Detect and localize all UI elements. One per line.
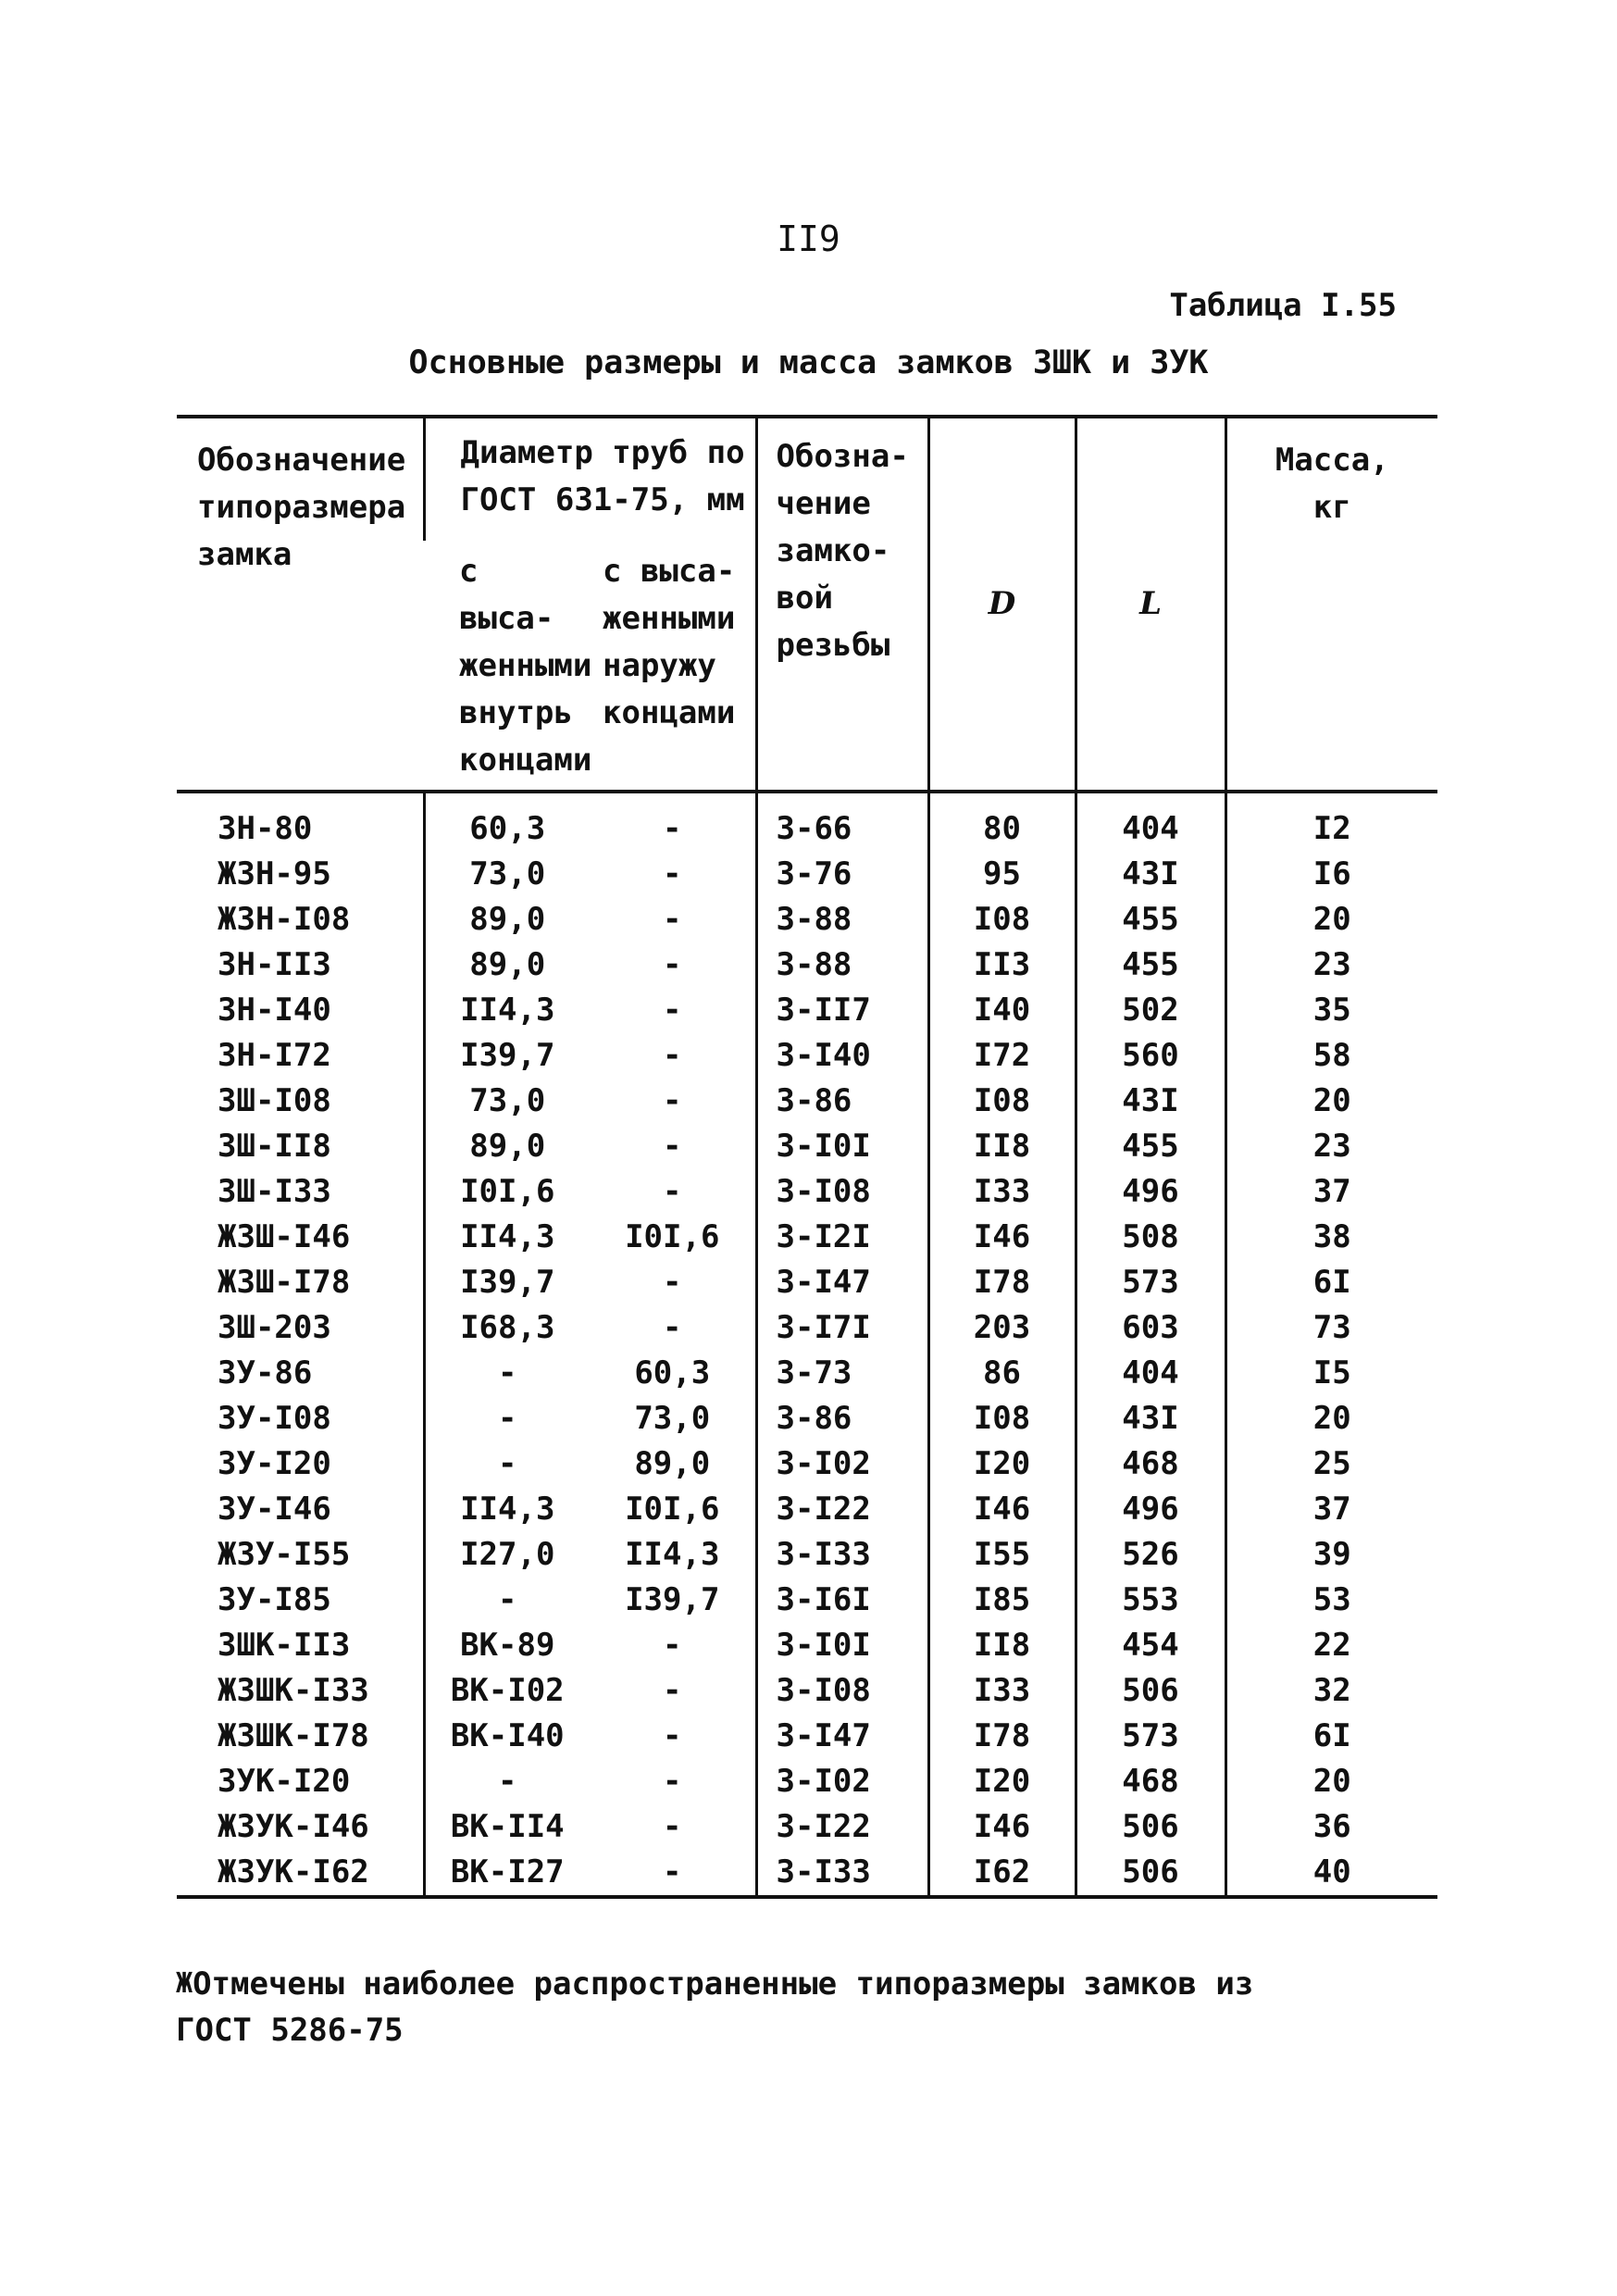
cell-mass: I6 <box>1225 852 1437 897</box>
cell-diameter-inner: - <box>424 1396 590 1441</box>
cell-d: I85 <box>928 1578 1076 1623</box>
cell-d: I78 <box>928 1714 1076 1759</box>
cell-diameter-outer: - <box>663 901 682 938</box>
cell-thread: З-I33 <box>756 1532 928 1578</box>
cell-d: I20 <box>928 1759 1076 1804</box>
table-caption: Основные размеры и масса замков ЗШК и ЗУК <box>408 344 1209 381</box>
cell-designation: ЗН-I40 <box>218 992 331 1029</box>
header-inner-line: внутрь <box>459 694 573 731</box>
table-row <box>177 1033 1437 1079</box>
cell-mass: 25 <box>1225 1441 1437 1487</box>
cell-l: 508 <box>1076 1215 1225 1260</box>
cell-designation: ЗУ-I46 <box>218 1491 331 1528</box>
table-row <box>177 1351 1437 1396</box>
cell-diameter-inner: I68,3 <box>424 1305 590 1351</box>
header-inner <box>424 541 590 792</box>
cell-l: 43I <box>1076 1396 1225 1441</box>
header-thread-line: вой <box>776 580 833 617</box>
cell-diameter-inner: - <box>424 1441 590 1487</box>
cell-thread: З-76 <box>756 852 928 897</box>
cell-designation: ЗН-80 <box>218 810 313 847</box>
cell-l: 603 <box>1076 1305 1225 1351</box>
cell-l: 506 <box>1076 1804 1225 1850</box>
cell-thread: З-I2I <box>756 1215 928 1260</box>
cell-d: I46 <box>928 1804 1076 1850</box>
cell-designation: ЗН-II3 <box>218 946 331 983</box>
cell-designation: ЗШК-II3 <box>218 1627 351 1664</box>
cell-diameter-inner: II4,3 <box>424 1215 590 1260</box>
cell-l: 454 <box>1076 1623 1225 1668</box>
cell-mass: 20 <box>1225 1396 1437 1441</box>
cell-thread: З-I22 <box>756 1804 928 1850</box>
cell-d: 80 <box>928 792 1076 852</box>
table-row <box>177 1850 1437 1897</box>
cell-diameter-inner: II4,3 <box>424 988 590 1033</box>
cell-d: I40 <box>928 988 1076 1033</box>
cell-diameter-inner: I39,7 <box>424 1260 590 1305</box>
cell-l: 455 <box>1076 897 1225 942</box>
footnote <box>176 1961 1253 2053</box>
cell-diameter-outer: II4,3 <box>625 1536 720 1573</box>
cell-diameter-inner: - <box>424 1578 590 1623</box>
header-mass-line: Масса, <box>1275 442 1389 479</box>
header-outer-line: женными <box>603 600 736 637</box>
cell-diameter-inner: ВК-I27 <box>424 1850 590 1897</box>
cell-mass: 53 <box>1225 1578 1437 1623</box>
header-outer-line: наружу <box>603 647 716 684</box>
cell-diameter-outer: - <box>663 1717 682 1754</box>
table-row <box>177 1714 1437 1759</box>
header-outer-line: с выса- <box>603 553 736 590</box>
cell-diameter-outer: - <box>663 1672 682 1709</box>
cell-l: 573 <box>1076 1260 1225 1305</box>
cell-designation: ЗШ-I08 <box>218 1082 331 1119</box>
cell-mass: 40 <box>1225 1850 1437 1897</box>
header-mass-line: кг <box>1312 489 1351 526</box>
cell-l: 455 <box>1076 1124 1225 1169</box>
cell-mass: 39 <box>1225 1532 1437 1578</box>
cell-d: I33 <box>928 1668 1076 1714</box>
table-row <box>177 1532 1437 1578</box>
cell-diameter-outer: - <box>663 1082 682 1119</box>
cell-d: I08 <box>928 1396 1076 1441</box>
cell-diameter-inner: 89,0 <box>424 1124 590 1169</box>
cell-thread: З-66 <box>756 792 928 852</box>
cell-diameter-outer: - <box>663 1808 682 1845</box>
cell-diameter-inner: - <box>424 1759 590 1804</box>
cell-thread: З-86 <box>756 1396 928 1441</box>
table-row <box>177 1260 1437 1305</box>
cell-designation: ЗУК-I20 <box>218 1763 351 1800</box>
header-thread <box>756 417 928 792</box>
table-row <box>177 1759 1437 1804</box>
cell-d: I62 <box>928 1850 1076 1897</box>
cell-diameter-outer: - <box>663 1627 682 1664</box>
cell-mass: 35 <box>1225 988 1437 1033</box>
cell-thread: З-I0I <box>756 1124 928 1169</box>
header-thread-line: чение <box>776 485 871 522</box>
cell-designation: ЗШ-II8 <box>218 1128 331 1165</box>
cell-diameter-inner: I39,7 <box>424 1033 590 1079</box>
cell-l: 506 <box>1076 1850 1225 1897</box>
cell-diameter-outer: 73,0 <box>634 1400 711 1437</box>
cell-thread: З-I02 <box>756 1441 928 1487</box>
header-inner-line: концами <box>459 742 592 779</box>
table-row <box>177 852 1437 897</box>
table-row <box>177 1169 1437 1215</box>
cell-l: 468 <box>1076 1441 1225 1487</box>
header-l: L <box>1076 417 1225 792</box>
cell-d: I20 <box>928 1441 1076 1487</box>
cell-diameter-inner: 60,3 <box>424 792 590 852</box>
table-row <box>177 1215 1437 1260</box>
cell-diameter-inner: 73,0 <box>424 852 590 897</box>
cell-designation: ЗШ-203 <box>218 1309 331 1346</box>
cell-thread: З-II7 <box>756 988 928 1033</box>
cell-d: II8 <box>928 1623 1076 1668</box>
table-row <box>177 1668 1437 1714</box>
cell-thread: З-I08 <box>756 1668 928 1714</box>
header-d: D <box>928 417 1076 792</box>
cell-mass: I2 <box>1225 792 1437 852</box>
cell-mass: 38 <box>1225 1215 1437 1260</box>
cell-thread: З-I47 <box>756 1714 928 1759</box>
header-outer <box>590 541 756 792</box>
cell-thread: З-I47 <box>756 1260 928 1305</box>
cell-diameter-inner: 89,0 <box>424 942 590 988</box>
cell-mass: 32 <box>1225 1668 1437 1714</box>
cell-mass: 58 <box>1225 1033 1437 1079</box>
cell-designation: ЗУ-I20 <box>218 1445 331 1482</box>
cell-diameter-outer: - <box>663 1309 682 1346</box>
cell-designation: ЖЗН-I08 <box>218 901 351 938</box>
cell-l: 455 <box>1076 942 1225 988</box>
cell-designation: ЖЗН-95 <box>218 855 331 892</box>
cell-d: 203 <box>928 1305 1076 1351</box>
cell-diameter-outer: I0I,6 <box>625 1218 720 1255</box>
cell-mass: 36 <box>1225 1804 1437 1850</box>
header-thread-line: резьбы <box>776 627 890 664</box>
cell-l: 506 <box>1076 1668 1225 1714</box>
cell-l: 526 <box>1076 1532 1225 1578</box>
cell-l: 573 <box>1076 1714 1225 1759</box>
cell-diameter-inner: I0I,6 <box>424 1169 590 1215</box>
cell-thread: З-I6I <box>756 1578 928 1623</box>
cell-d: 86 <box>928 1351 1076 1396</box>
cell-thread: З-I02 <box>756 1759 928 1804</box>
cell-l: 496 <box>1076 1487 1225 1532</box>
cell-diameter-inner: ВК-I40 <box>424 1714 590 1759</box>
cell-thread: З-I22 <box>756 1487 928 1532</box>
table-row <box>177 1079 1437 1124</box>
cell-designation: ЗН-I72 <box>218 1037 331 1074</box>
cell-diameter-outer: - <box>663 1037 682 1074</box>
header-diameter <box>424 417 756 541</box>
cell-diameter-outer: - <box>663 810 682 847</box>
cell-designation: ЖЗШК-I33 <box>218 1672 369 1709</box>
cell-mass: 20 <box>1225 1759 1437 1804</box>
table-row <box>177 897 1437 942</box>
cell-designation: ЖЗУ-I55 <box>218 1536 351 1573</box>
cell-diameter-inner: ВК-89 <box>424 1623 590 1668</box>
cell-diameter-inner: II4,3 <box>424 1487 590 1532</box>
cell-d: I72 <box>928 1033 1076 1079</box>
cell-diameter-outer: 89,0 <box>634 1445 711 1482</box>
header-outer-line: концами <box>603 694 736 731</box>
cell-mass: 37 <box>1225 1487 1437 1532</box>
cell-designation: ЖЗШ-I46 <box>218 1218 351 1255</box>
table-row <box>177 792 1437 852</box>
table-row <box>177 1804 1437 1850</box>
cell-diameter-inner: ВК-II4 <box>424 1804 590 1850</box>
cell-l: 404 <box>1076 792 1225 852</box>
cell-diameter-outer: - <box>663 1173 682 1210</box>
table-row <box>177 1396 1437 1441</box>
cell-diameter-inner: 89,0 <box>424 897 590 942</box>
cell-mass: I5 <box>1225 1351 1437 1396</box>
cell-thread: З-I40 <box>756 1033 928 1079</box>
cell-mass: 37 <box>1225 1169 1437 1215</box>
cell-mass: 23 <box>1225 942 1437 988</box>
cell-d: I08 <box>928 897 1076 942</box>
dimensions-table <box>177 415 1437 1899</box>
cell-thread: З-I33 <box>756 1850 928 1897</box>
cell-diameter-outer: - <box>663 855 682 892</box>
cell-mass: 73 <box>1225 1305 1437 1351</box>
footnote-text: Отмечены наиболее распространенные типоразмеры замков из <box>193 1965 1254 2003</box>
table-body <box>177 792 1437 1897</box>
cell-d: I78 <box>928 1260 1076 1305</box>
cell-diameter-outer: - <box>663 1264 682 1301</box>
cell-mass: 23 <box>1225 1124 1437 1169</box>
cell-diameter-outer: - <box>663 992 682 1029</box>
cell-mass: 22 <box>1225 1623 1437 1668</box>
cell-designation: ЖЗУК-I62 <box>177 1850 424 1897</box>
cell-diameter-inner: 73,0 <box>424 1079 590 1124</box>
cell-mass: 20 <box>1225 1079 1437 1124</box>
cell-diameter-outer: I0I,6 <box>625 1491 720 1528</box>
table-row <box>177 1487 1437 1532</box>
cell-diameter-outer: - <box>663 1763 682 1800</box>
cell-thread: З-I0I <box>756 1623 928 1668</box>
cell-l: 404 <box>1076 1351 1225 1396</box>
header-designation-line: Обозначение <box>197 442 406 479</box>
cell-mass: 20 <box>1225 897 1437 942</box>
table-row <box>177 942 1437 988</box>
cell-l: 43I <box>1076 852 1225 897</box>
cell-l: 553 <box>1076 1578 1225 1623</box>
table-row <box>177 1623 1437 1668</box>
table-row <box>177 988 1437 1033</box>
header-designation <box>177 417 424 792</box>
header-inner-line: с выса- <box>459 553 554 637</box>
header-inner-line: женными <box>459 647 592 684</box>
cell-d: I46 <box>928 1487 1076 1532</box>
cell-diameter-outer: I39,7 <box>625 1581 720 1618</box>
cell-designation: ЖЗШ-I78 <box>218 1264 351 1301</box>
table-row <box>177 1441 1437 1487</box>
cell-diameter-outer: 60,3 <box>634 1354 711 1391</box>
header-thread-line: замко- <box>776 532 890 569</box>
header-diameter-line: Диаметр труб по <box>460 434 745 471</box>
cell-mass: 6I <box>1225 1260 1437 1305</box>
table-label: Таблица I.55 <box>1169 287 1397 324</box>
page-number: II9 <box>777 218 840 259</box>
table-row <box>177 1305 1437 1351</box>
cell-diameter-inner: - <box>424 1351 590 1396</box>
header-mass <box>1225 417 1437 792</box>
header-thread-line: Обозна- <box>776 438 909 475</box>
cell-mass: 6I <box>1225 1714 1437 1759</box>
cell-d: II8 <box>928 1124 1076 1169</box>
cell-d: I55 <box>928 1532 1076 1578</box>
cell-l: 43I <box>1076 1079 1225 1124</box>
table-row <box>177 1124 1437 1169</box>
footnote-line-1 <box>176 1961 1253 2007</box>
cell-designation: ЖЗУК-I46 <box>218 1808 369 1845</box>
footnote-mark: Ж <box>176 1967 193 2000</box>
table-row <box>177 1578 1437 1623</box>
cell-l: 496 <box>1076 1169 1225 1215</box>
cell-l: 468 <box>1076 1759 1225 1804</box>
header-designation-line: замка <box>197 536 292 573</box>
header-diameter-line: ГОСТ 631-75, мм <box>460 481 745 518</box>
cell-designation: ЗШ-I33 <box>218 1173 331 1210</box>
cell-d: I33 <box>928 1169 1076 1215</box>
cell-diameter-outer: - <box>590 1850 756 1897</box>
cell-l: 502 <box>1076 988 1225 1033</box>
cell-thread: З-88 <box>756 897 928 942</box>
cell-thread: З-86 <box>756 1079 928 1124</box>
cell-diameter-inner: I27,0 <box>424 1532 590 1578</box>
cell-designation: ЖЗШК-I78 <box>218 1717 369 1754</box>
cell-d: II3 <box>928 942 1076 988</box>
cell-diameter-outer: - <box>663 946 682 983</box>
header-designation-line: типоразмера <box>197 489 406 526</box>
cell-thread: З-73 <box>756 1351 928 1396</box>
cell-diameter-outer: - <box>663 1128 682 1165</box>
cell-d: I46 <box>928 1215 1076 1260</box>
cell-diameter-inner: ВК-I02 <box>424 1668 590 1714</box>
cell-l: 560 <box>1076 1033 1225 1079</box>
cell-d: I08 <box>928 1079 1076 1124</box>
cell-thread: З-I08 <box>756 1169 928 1215</box>
cell-thread: З-88 <box>756 942 928 988</box>
cell-d: 95 <box>928 852 1076 897</box>
cell-designation: ЗУ-I85 <box>218 1581 331 1618</box>
cell-designation: ЗУ-86 <box>218 1354 313 1391</box>
footnote-line-2: ГОСТ 5286-75 <box>176 2012 404 2049</box>
cell-thread: З-I7I <box>756 1305 928 1351</box>
cell-designation: ЗУ-I08 <box>218 1400 331 1437</box>
